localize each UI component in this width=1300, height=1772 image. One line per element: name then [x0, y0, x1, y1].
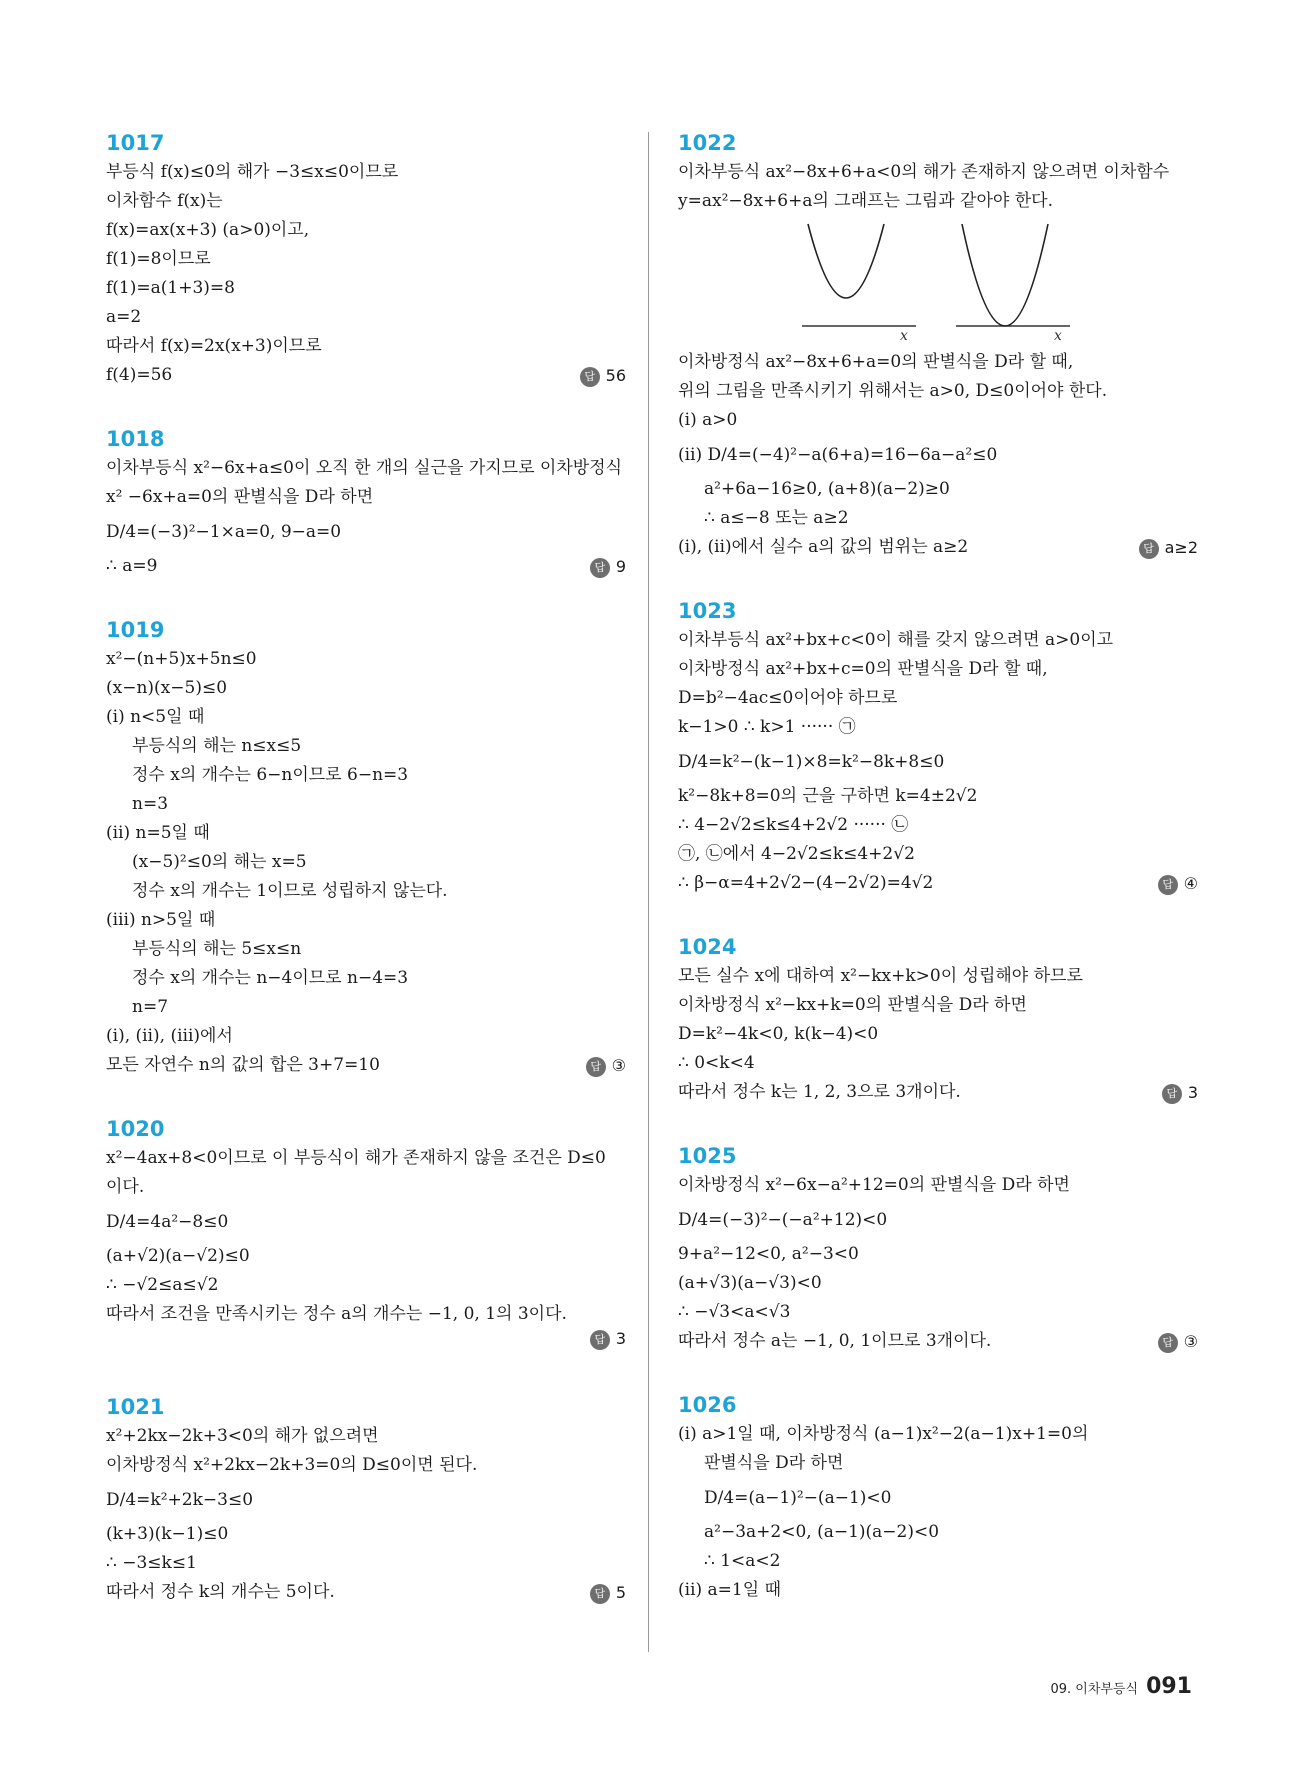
- answer-value: 5: [615, 1583, 626, 1602]
- answer: [1158, 1327, 1198, 1356]
- solution-line: D/4=k²−(k−1)×8=k²−8k+8≤0: [678, 752, 945, 772]
- solution-text: 따라서 정수 k의 개수는 5이다.: [106, 1582, 335, 1602]
- column-divider: [648, 132, 649, 1652]
- problem-1023: [678, 596, 1198, 898]
- solution-line: 정수 x의 개수는 n−4이므로 n−4=3: [132, 968, 409, 988]
- answer-value: a≥2: [1164, 538, 1198, 557]
- solution-line: 부등식의 해는 5≤x≤n: [132, 939, 302, 959]
- solution-text: 따라서 정수 k는 1, 2, 3으로 3개이다.: [678, 1082, 961, 1102]
- solution-line: 정수 x의 개수는 1이므로 성립하지 않는다.: [132, 881, 448, 901]
- solution-line: x²−4ax+8<0이므로 이 부등식이 해가 존재하지 않을 조건은 D≤0: [106, 1148, 606, 1168]
- solution-line: (ⅰ) n<5일 때: [106, 707, 205, 727]
- solution-line: f(x)=ax(x+3) (a>0)이고,: [106, 220, 310, 240]
- answer-badge-icon: 답: [1162, 1084, 1182, 1104]
- problem-1019: [106, 615, 626, 1080]
- answer-badge-icon: 답: [590, 1330, 610, 1350]
- x-axis-label-left: x: [900, 328, 908, 342]
- solution-text: 따라서 정수 a는 −1, 0, 1이므로 3개이다.: [678, 1331, 992, 1351]
- x-axis-label-right: x: [1054, 328, 1062, 342]
- answer-value: 3: [615, 1329, 626, 1348]
- solution-text: f(4)=56: [106, 365, 173, 385]
- problem-number: 1019: [106, 618, 165, 642]
- solution-line: ∴ a≤−8 또는 a≥2: [704, 508, 849, 528]
- right-column: [678, 128, 1198, 1639]
- solution-line: k²−8k+8=0의 근을 구하면 k=4±2√2: [678, 786, 978, 806]
- answer: [1162, 1078, 1198, 1107]
- parabola-tangent-axis: [962, 224, 1048, 326]
- solution-line: (a+√2)(a−√2)≤0: [106, 1246, 250, 1266]
- solution-line: 이차부등식 ax²−8x+6+a<0의 해가 존재하지 않으려면 이차함수: [678, 162, 1170, 182]
- problem-number: 1020: [106, 1117, 165, 1141]
- solution-line: [678, 533, 1198, 562]
- problem-number: 1024: [678, 935, 737, 959]
- solution-line: (ⅰ) a>1일 때, 이차방정식 (a−1)x²−2(a−1)x+1=0의: [678, 1424, 1089, 1444]
- solution-line: [678, 869, 1198, 898]
- problem-number: 1017: [106, 131, 165, 155]
- solution-line: x²−(n+5)x+5n≤0: [106, 649, 257, 669]
- solution-line: 판별식을 D라 하면: [704, 1453, 844, 1473]
- solution-line: [106, 361, 626, 390]
- solution-line: 이차부등식 ax²+bx+c<0이 해를 갖지 않으려면 a>0이고: [678, 630, 1114, 650]
- solution-line: [106, 1578, 626, 1607]
- parabola-graphs-svg: [678, 222, 1198, 342]
- solution-line: 이차방정식 x²−6x−a²+12=0의 판별식을 D라 하면: [678, 1175, 1070, 1195]
- left-column: [106, 128, 626, 1641]
- answer-badge-icon: 답: [590, 1584, 610, 1604]
- answer: [590, 1329, 626, 1350]
- solution-line: a²−3a+2<0, (a−1)(a−2)<0: [704, 1522, 940, 1542]
- solution-line: [106, 1051, 626, 1080]
- solution-line: D/4=k²+2k−3≤0: [106, 1490, 254, 1510]
- solution-line: f(1)=a(1+3)=8: [106, 278, 235, 298]
- solution-line: D/4=(a−1)²−(a−1)<0: [704, 1488, 892, 1508]
- solution-line: 따라서 f(x)=2x(x+3)이므로: [106, 336, 322, 356]
- solution-line: ∴ 1<a<2: [704, 1551, 781, 1571]
- solution-line: x² −6x+a=0의 판별식을 D라 하면: [106, 487, 374, 507]
- problem-1024: [678, 932, 1198, 1107]
- solution-line: y=ax²−8x+6+a의 그래프는 그림과 같아야 한다.: [678, 191, 1053, 211]
- solution-line: 이차방정식 x²−kx+k=0의 판별식을 D라 하면: [678, 995, 1027, 1015]
- solution-line: 이다.: [106, 1177, 145, 1197]
- solution-line: (ⅰ) a>0: [678, 410, 738, 430]
- answer-value: 56: [605, 366, 626, 385]
- solution-line: (ⅱ) D/4=(−4)²−a(6+a)=16−6a−a²≤0: [678, 445, 998, 465]
- solution-line: (ⅱ) n=5일 때: [106, 823, 210, 843]
- solution-line: (ⅱ) a=1일 때: [678, 1580, 781, 1600]
- answer-badge-icon: 답: [1139, 539, 1159, 559]
- solution-line: (k+3)(k−1)≤0: [106, 1524, 229, 1544]
- problem-1022: [678, 128, 1198, 562]
- problem-1025: [678, 1141, 1198, 1356]
- solution-line: [678, 1078, 1198, 1107]
- solution-line: 부등식의 해는 n≤x≤5: [132, 736, 302, 756]
- solution-line: [678, 1327, 1198, 1356]
- answer-value: ④: [1183, 874, 1198, 893]
- problem-number: 1023: [678, 599, 737, 623]
- answer: [1158, 869, 1198, 898]
- answer-value: ③: [1183, 1332, 1198, 1351]
- solution-line: ∴ −√3<a<√3: [678, 1302, 791, 1322]
- solution-line: 9+a²−12<0, a²−3<0: [678, 1244, 859, 1264]
- solution-line: D/4=(−3)²−(−a²+12)<0: [678, 1210, 888, 1230]
- solution-line: ㉠, ㉡에서 4−2√2≤k≤4+2√2: [678, 844, 915, 864]
- answer-badge-icon: 답: [590, 558, 610, 578]
- solution-line: (ⅲ) n>5일 때: [106, 910, 216, 930]
- answer-badge-icon: 답: [586, 1057, 606, 1077]
- solution-line: (x−5)²≤0의 해는 x=5: [132, 852, 307, 872]
- solution-line: 이차함수 f(x)는: [106, 191, 223, 211]
- solution-line: n=7: [132, 997, 169, 1017]
- solution-line: D/4=(−3)²−1×a=0, 9−a=0: [106, 522, 342, 542]
- solution-text: (ⅰ), (ⅱ)에서 실수 a의 값의 범위는 a≥2: [678, 537, 969, 557]
- solution-line: 위의 그림을 만족시키기 위해서는 a>0, D≤0이어야 한다.: [678, 381, 1108, 401]
- parabola-graphs: [678, 222, 1198, 342]
- solution-line: a=2: [106, 307, 142, 327]
- solution-line: k−1>0 ∴ k>1 ······ ㉠: [678, 717, 856, 737]
- solution-line: x²+2kx−2k+3<0의 해가 없으려면: [106, 1426, 379, 1446]
- solution-line: ∴ −√2≤a≤√2: [106, 1275, 219, 1295]
- solution-line: (a+√3)(a−√3)<0: [678, 1273, 822, 1293]
- answer-line: [106, 1329, 626, 1358]
- problem-1018: [106, 424, 626, 581]
- solution-line: ∴ 0<k<4: [678, 1053, 755, 1073]
- solution-line: D/4=4a²−8≤0: [106, 1212, 229, 1232]
- answer: [580, 361, 626, 390]
- chapter-title: 09. 이차부등식: [1050, 1682, 1139, 1697]
- answer-value: ③: [611, 1056, 626, 1075]
- page-footer: [1050, 1674, 1192, 1699]
- problem-number: 1022: [678, 131, 737, 155]
- solution-text: ∴ a=9: [106, 556, 158, 576]
- solution-line: 이차부등식 x²−6x+a≤0이 오직 한 개의 실근을 가지므로 이차방정식: [106, 458, 623, 478]
- problem-number: 1025: [678, 1144, 737, 1168]
- solution-line: D=b²−4ac≤0이어야 하므로: [678, 688, 898, 708]
- solution-line: 이차방정식 ax²+bx+c=0의 판별식을 D라 할 때,: [678, 659, 1048, 679]
- answer-badge-icon: 답: [1158, 1333, 1178, 1353]
- solution-line: 이차방정식 x²+2kx−2k+3=0의 D≤0이면 된다.: [106, 1455, 478, 1475]
- solution-line: f(1)=8이므로: [106, 249, 211, 269]
- solution-line: 따라서 조건을 만족시키는 정수 a의 개수는 −1, 0, 1의 3이다.: [106, 1304, 567, 1324]
- solution-line: (x−n)(x−5)≤0: [106, 678, 228, 698]
- answer-badge-icon: 답: [1158, 875, 1178, 895]
- parabola-above-axis: [808, 224, 884, 298]
- solution-line: 이차방정식 ax²−8x+6+a=0의 판별식을 D라 할 때,: [678, 352, 1074, 372]
- answer-badge-icon: 답: [580, 367, 600, 387]
- answer: [586, 1051, 626, 1080]
- solution-line: 부등식 f(x)≤0의 해가 −3≤x≤0이므로: [106, 162, 399, 182]
- answer: [1139, 533, 1198, 562]
- problem-1020: [106, 1114, 626, 1358]
- solution-line: 모든 실수 x에 대하여 x²−kx+k>0이 성립해야 하므로: [678, 966, 1083, 986]
- solution-line: (ⅰ), (ⅱ), (ⅲ)에서: [106, 1026, 233, 1046]
- solution-line: ∴ −3≤k≤1: [106, 1553, 197, 1573]
- solution-text: ∴ β−α=4+2√2−(4−2√2)=4√2: [678, 873, 934, 893]
- solution-text: 모든 자연수 n의 값의 합은 3+7=10: [106, 1055, 380, 1075]
- problem-number: 1018: [106, 427, 165, 451]
- answer: [590, 552, 626, 581]
- answer-value: 3: [1187, 1083, 1198, 1102]
- answer-value: 9: [615, 557, 626, 576]
- solution-line: 정수 x의 개수는 6−n이므로 6−n=3: [132, 765, 409, 785]
- solution-line: ∴ 4−2√2≤k≤4+2√2 ······ ㉡: [678, 815, 909, 835]
- problem-number: 1026: [678, 1393, 737, 1417]
- answer: [590, 1578, 626, 1607]
- problem-1017: [106, 128, 626, 390]
- page-number: 091: [1146, 1674, 1192, 1699]
- problem-number: 1021: [106, 1395, 165, 1419]
- problem-1021: [106, 1392, 626, 1607]
- solution-line: [106, 552, 626, 581]
- solution-line: a²+6a−16≥0, (a+8)(a−2)≥0: [704, 479, 950, 499]
- problem-1026: [678, 1390, 1198, 1605]
- solution-line: D=k²−4k<0, k(k−4)<0: [678, 1024, 879, 1044]
- solution-line: n=3: [132, 794, 169, 814]
